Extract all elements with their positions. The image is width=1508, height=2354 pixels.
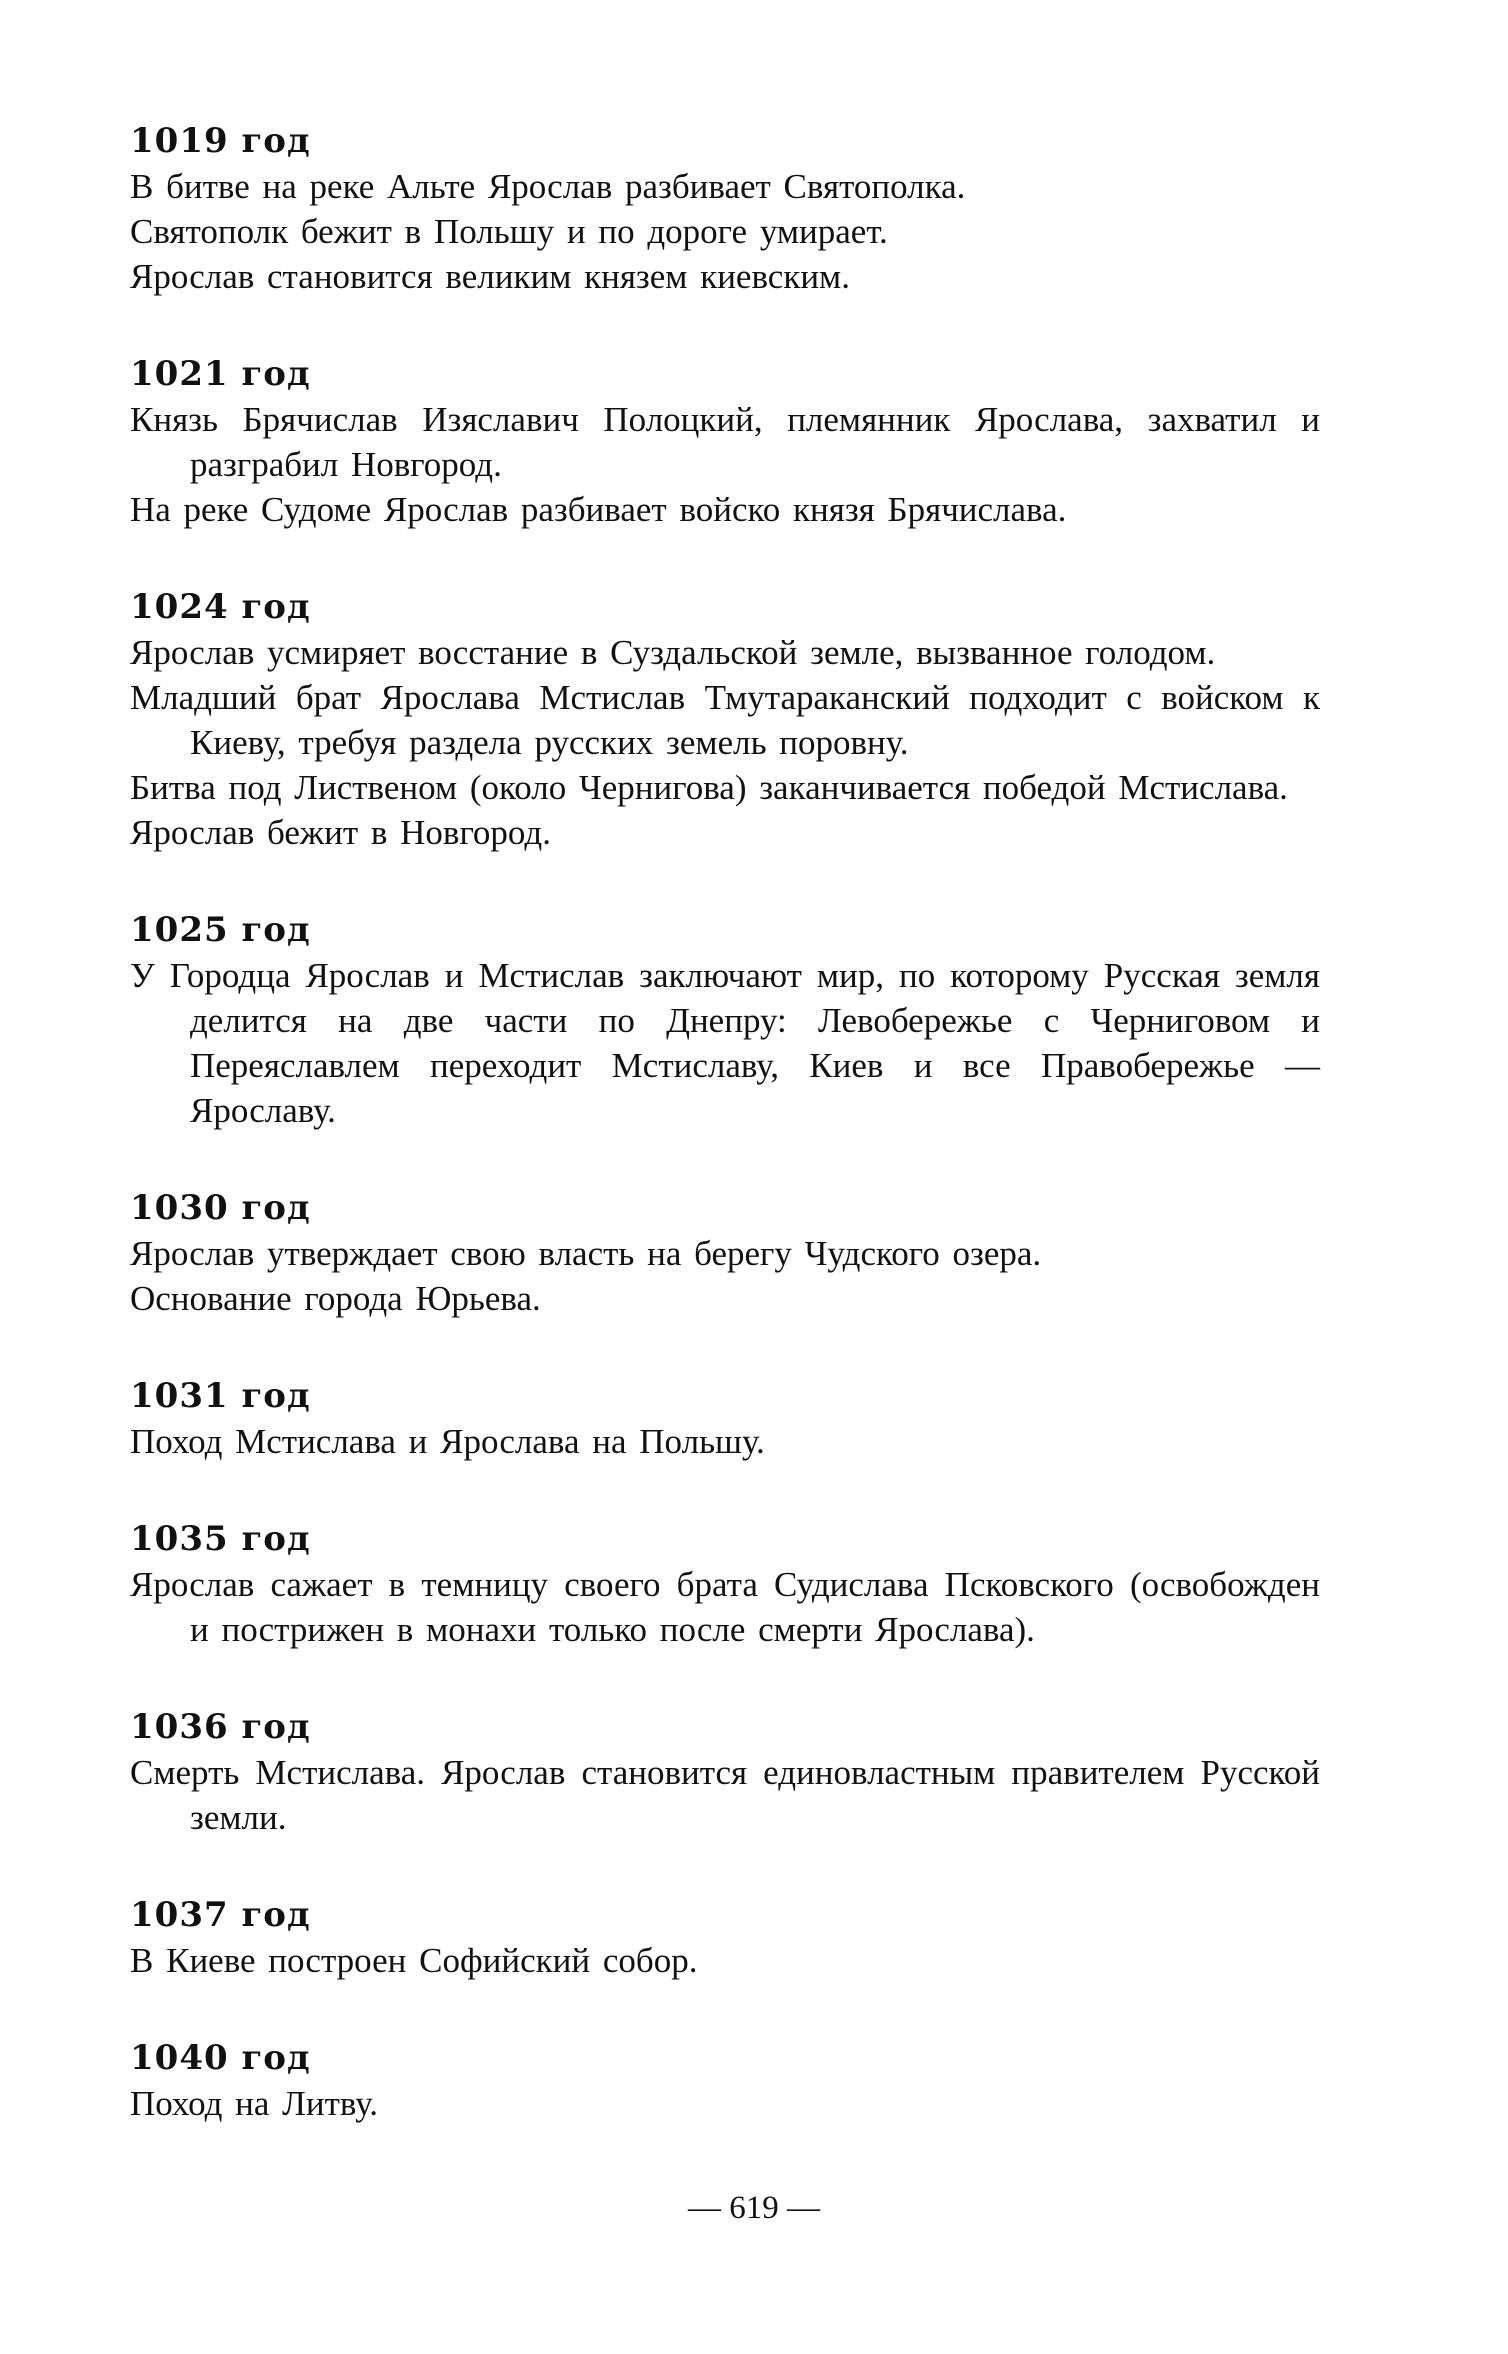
year-entry <box>130 1516 1320 1652</box>
year-heading: 1019 год <box>130 121 311 161</box>
chronology-page <box>130 118 1320 2178</box>
year-heading: 1030 год <box>130 1188 311 1228</box>
event-text: Ярослав сажает в темницу своего брата Судислава Псковского (освобожден и пострижен в монахи только после смерти Ярослава). <box>130 1565 1320 1649</box>
event-text: Младший брат Ярослава Мстислав Тмутараканский подходит с войском к Киеву, требуя раздела русских земель поровну. <box>130 678 1320 762</box>
event-text: Ярослав бежит в Новгород. <box>130 813 551 852</box>
event-text: Князь Брячислав Изяславич Полоцкий, племянник Ярослава, захватил и разграбил Новгород. <box>130 400 1320 484</box>
event-text: На реке Судоме Ярослав разбивает войско князя Брячислава. <box>130 490 1067 529</box>
event-text: Битва под Лиственом (около Чернигова) заканчивается победой Мстислава. <box>130 768 1288 807</box>
event-text: В битве на реке Альте Ярослав разбивает Святополка. <box>130 167 966 206</box>
year-entry <box>130 1185 1320 1321</box>
event-text: В Киеве построен Софийский собор. <box>130 1941 698 1980</box>
year-heading: 1031 год <box>130 1376 311 1416</box>
year-entry <box>130 907 1320 1133</box>
year-heading: 1037 год <box>130 1895 311 1935</box>
year-entry <box>130 2035 1320 2126</box>
year-entry <box>130 584 1320 855</box>
year-heading: 1036 год <box>130 1707 311 1747</box>
event-text: Основание города Юрьева. <box>130 1279 541 1318</box>
chronology-list <box>130 118 1320 2126</box>
event-text: Ярослав становится великим князем киевским. <box>130 257 850 296</box>
year-heading: 1025 год <box>130 910 311 950</box>
event-text: Смерть Мстислава. Ярослав становится единовластным правителем Русской земли. <box>130 1753 1320 1837</box>
event-text: У Городца Ярослав и Мстислав заключают мир, по которому Русская земля делится на две части по Днепру: Левобережье с Черниговом и Переяславлем переходит Мстиславу, Киев и все Правобережье — Ярославу. <box>130 956 1320 1130</box>
year-heading: 1035 год <box>130 1519 311 1559</box>
page-number: — 619 — <box>688 2190 820 2226</box>
year-heading: 1040 год <box>130 2038 311 2078</box>
year-entry <box>130 1892 1320 1983</box>
event-text: Ярослав усмиряет восстание в Суздальской земле, вызванное голодом. <box>130 633 1216 672</box>
event-text: Ярослав утверждает свою власть на берегу Чудского озера. <box>130 1234 1042 1273</box>
event-text: Святополк бежит в Польшу и по дороге умирает. <box>130 212 888 251</box>
year-entry <box>130 118 1320 299</box>
year-heading: 1021 год <box>130 354 311 394</box>
year-entry <box>130 1704 1320 1840</box>
year-heading: 1024 год <box>130 587 311 627</box>
event-text: Поход Мстислава и Ярослава на Польшу. <box>130 1422 765 1461</box>
year-entry <box>130 351 1320 532</box>
event-text: Поход на Литву. <box>130 2084 378 2123</box>
year-entry <box>130 1373 1320 1464</box>
